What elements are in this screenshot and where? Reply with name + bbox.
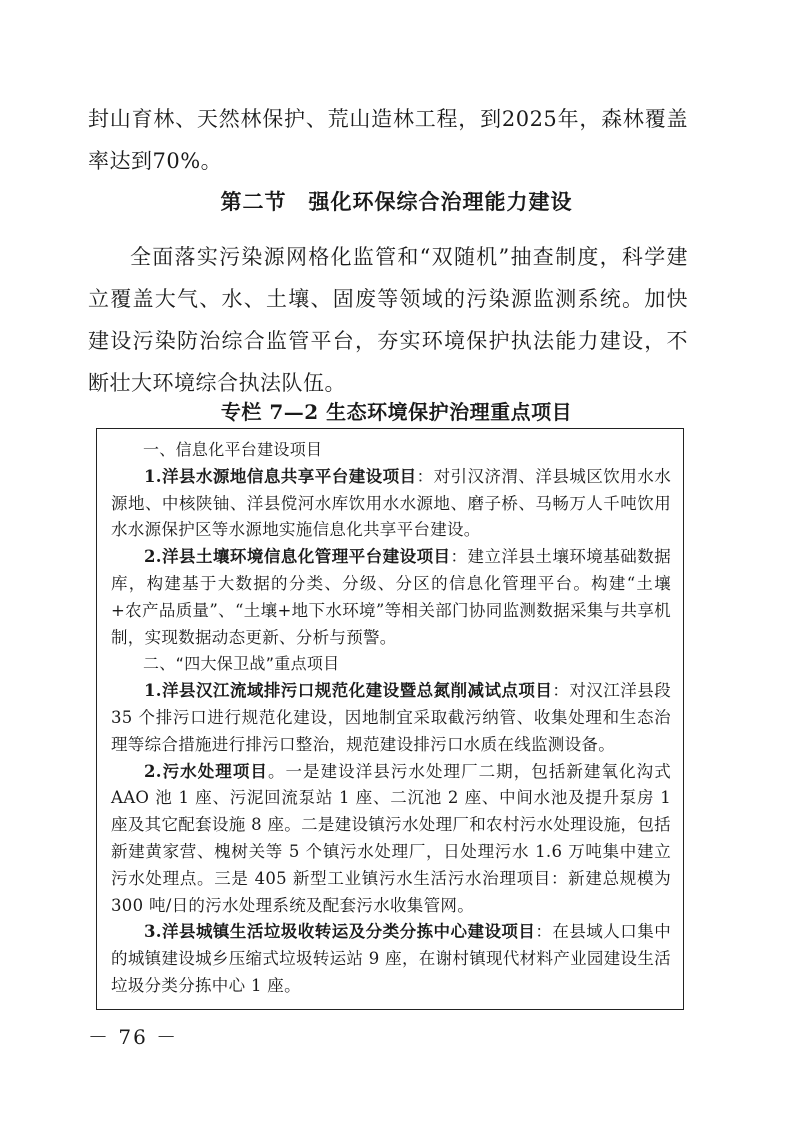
- project-text-2: ：建立洋县土壤环境基础数据库，构建基于大数据的分类、分级、分区的信息化管理平台。构建“土壤+农产品质量”、“土壤+地下水环境”等相关部门协同监测数据采集与共享机制，实现数据动态更新、分析与预警。: [111, 547, 671, 647]
- section-paragraph: 全面落实污染源网格化监管和“双随机”抽查制度，科学建立覆盖大气、水、土壤、固废等领域的污染源监测系统。加快建设污染防治综合监管平台，夯实环境保护执法能力建设，不断壮大环境综合执法队伍。: [88, 245, 688, 395]
- project-text-4: 。一是建设洋县污水处理厂二期，包括新建氧化沟式 AAO 池 1 座、污泥回流泵站 1 座、二沉池 2 座、中间水池及提升泵房 1 座及其它配套设施 8 座。二是建设镇污水处理厂和农村污水处理设施，包括新建黄家营、槐树关等 5 个镇污水处理厂，日处理污水 1.6 万吨集中建立污水处理点。三是 405 新型工业镇污水生活污水治理项目：新建总规模为 300 吨/日的污水处理系统及配套污水收集管网。: [111, 761, 672, 915]
- project-item-1: [111, 464, 671, 544]
- project-name-1: 1.洋县水源地信息共享平台建设项目: [144, 466, 417, 486]
- project-name-2: 2.洋县土壤环境信息化管理平台建设项目: [144, 547, 451, 567]
- project-item-5: [111, 919, 671, 999]
- page-number: － 76 －: [88, 1025, 179, 1049]
- project-text-1: ：对引汉济渭、洋县城区饮用水水源地、中核陕铀、洋县傥河水库饮用水水源地、磨子桥、马畅万人千吨饮用水水源保护区等水源地实施信息化共享平台建设。: [111, 466, 672, 540]
- project-item-3: [111, 678, 671, 758]
- project-text-3: ：对汉江洋县段 35 个排污口进行规范化建设，因地制宜采取截污纳管、收集处理和生态治理等综合措施进行排污口整治，规范建设排污口水质在线监测设备。: [111, 681, 671, 754]
- project-text-5: ：在县域人口集中的城镇建设城乡压缩式垃圾转运站 9 座，在谢村镇现代材料产业园建设生活垃圾分类分拣中心 1 座。: [111, 922, 671, 995]
- project-name-4: 2.污水处理项目: [144, 761, 268, 781]
- project-box: [96, 428, 684, 1010]
- box-title: 专栏 7—2 生态环境保护治理重点项目: [220, 400, 573, 424]
- category-heading-1: 一、信息化平台建设项目: [143, 440, 323, 459]
- project-name-3: 1.洋县汉江流域排污口规范化建设暨总氮削减试点项目: [144, 681, 553, 701]
- project-name-5: 3.洋县城镇生活垃圾收转运及分类分拣中心建设项目: [144, 922, 536, 942]
- section-heading: 第二节 强化环保综合治理能力建设: [220, 189, 573, 214]
- project-item-2: [111, 544, 671, 651]
- intro-paragraph: 封山育林、天然林保护、荒山造林工程，到2025年，森林覆盖率达到70%。: [88, 107, 688, 173]
- category-heading-2: 二、“四大保卫战”重点项目: [143, 654, 340, 674]
- project-item-4: [111, 759, 671, 920]
